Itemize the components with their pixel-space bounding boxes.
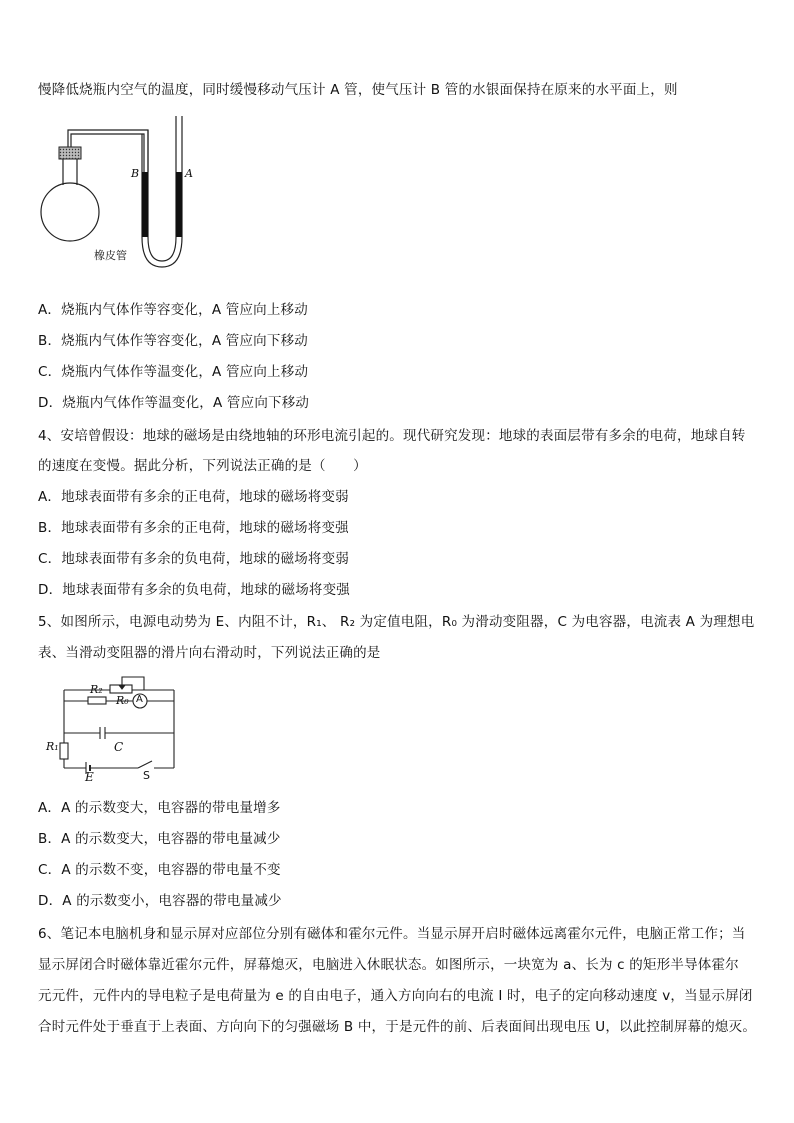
q4-option-a: A．地球表面带有多余的正电荷，地球的磁场将变弱 [38, 489, 349, 505]
q3-stem-line: 慢降低烧瓶内空气的温度，同时缓慢移动气压计 A 管，使气压计 B 管的水银面保持在原来的水平面上，则 [38, 82, 678, 98]
q6-line-3: 元元件，元件内的导电粒子是电荷量为 e 的自由电子，通入方向向右的电流 I 时，电子的定向移动速度 v，当显示屏闭 [38, 988, 753, 1004]
q6-line-2: 显示屏闭合时磁体靠近霍尔元件，屏幕熄灭，电脑进入休眠状态。如图所示，一块宽为 a、长为 c 的矩形半导体霍尔 [38, 957, 739, 973]
q6-line-4: 合时元件处于垂直于上表面、方向向下的匀强磁场 B 中，于是元件的前、后表面间出现电压 U，以此控制屏幕的熄灭。 [38, 1019, 757, 1035]
q3-option-c: C．烧瓶内气体作等温变化，A 管应向上移动 [38, 364, 309, 380]
label-c: C [114, 740, 124, 754]
circuit-figure [42, 672, 182, 784]
q3-option-d: D．烧瓶内气体作等温变化，A 管应向下移动 [38, 395, 310, 411]
label-r1: R₁ [46, 740, 59, 753]
q5-option-d: D．A 的示数变小，电容器的带电量减少 [38, 893, 282, 909]
label-r0: R₀ [116, 694, 129, 707]
q3-option-a: A．烧瓶内气体作等容变化，A 管应向上移动 [38, 302, 308, 318]
q4-option-b: B．地球表面带有多余的正电荷，地球的磁场将变强 [38, 520, 349, 536]
q4-option-d: D．地球表面带有多余的负电荷，地球的磁场将变强 [38, 582, 350, 598]
label-e: E [85, 770, 94, 784]
label-b: B [131, 167, 140, 180]
q5-option-a: A．A 的示数变大，电容器的带电量增多 [38, 800, 281, 816]
q6-line-1: 6、笔记本电脑机身和显示屏对应部位分别有磁体和霍尔元件。当显示屏开启时磁体远离霍尔元件，电脑正常工作；当 [38, 926, 746, 942]
ammeter-icon: A [136, 694, 143, 705]
label-r2: R₂ [90, 683, 103, 696]
q4-stem-line-2: 的速度在变慢。据此分析，下列说法正确的是（ ） [38, 458, 367, 474]
q3-option-b: B．烧瓶内气体作等容变化，A 管应向下移动 [38, 333, 308, 349]
label-s: S [143, 769, 150, 782]
flask-manometer-figure [38, 112, 198, 272]
q5-option-b: B．A 的示数变大，电容器的带电量减少 [38, 831, 281, 847]
q5-stem-line-1: 5、如图所示，电源电动势为 E、内阻不计，R₁、 R₂ 为定值电阻，R₀ 为滑动变阻器，C 为电容器，电流表 A 为理想电 [38, 614, 755, 630]
q4-option-c: C．地球表面带有多余的负电荷，地球的磁场将变弱 [38, 551, 350, 567]
label-a: A [185, 167, 193, 180]
q4-stem-line-1: 4、安培曾假设：地球的磁场是由绕地轴的环形电流引起的。现代研究发现：地球的表面层带有多余的电荷，地球自转 [38, 428, 746, 444]
q5-stem-line-2: 表、当滑动变阻器的滑片向右滑动时，下列说法正确的是 [38, 645, 381, 661]
q5-option-c: C．A 的示数不变，电容器的带电量不变 [38, 862, 281, 878]
label-rubber-tube: 橡皮管 [94, 249, 127, 262]
